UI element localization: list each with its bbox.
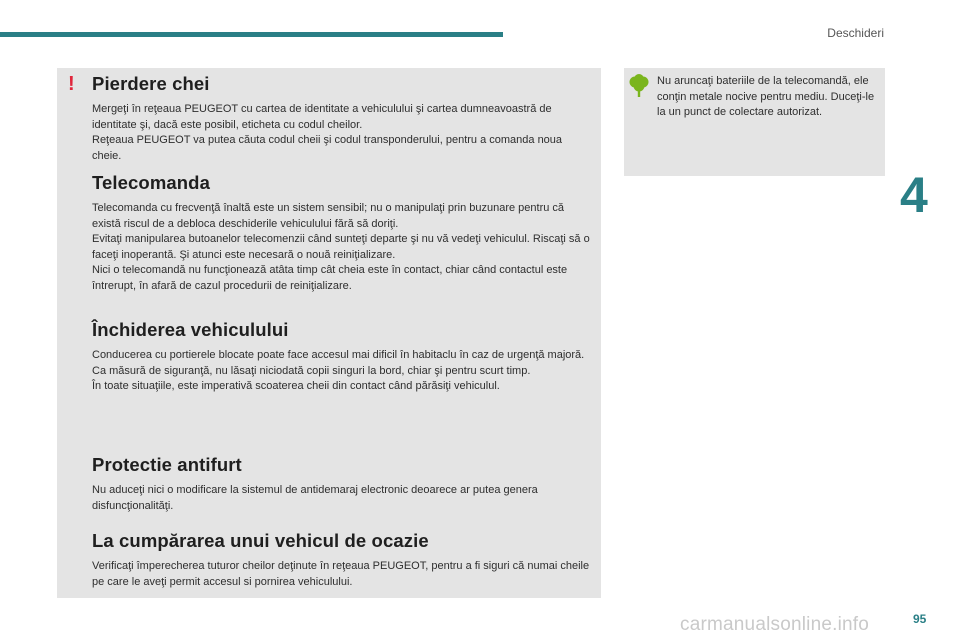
chapter-number: 4: [900, 167, 928, 223]
section-paragraph: Telecomanda cu frecvenţă înaltă este un sistem sensibil; nu o manipulaţi prin buzunare pentru că există riscul de a debloca deschiderile vehiculului fără să doriţi.: [92, 202, 565, 230]
section-telecomanda: [92, 172, 592, 295]
section-paragraph: Mergeţi în reţeaua PEUGEOT cu cartea de identitate a vehiculului şi cartea dumneavoastră de identitate şi, dacă este posibil, eticheta cu codul cheilor.: [92, 103, 552, 131]
section-paragraph: Reţeaua PEUGEOT va putea căuta codul cheii şi codul transponderului, pentru a comanda noua cheie.: [92, 134, 563, 162]
section-protectie-antifurt: [92, 454, 592, 514]
section-inchiderea-vehiculului: [92, 319, 592, 395]
section-title: Pierdere chei: [92, 73, 210, 94]
header-accent-bar: [0, 32, 503, 37]
section-paragraph: Nici o telecomandă nu funcţionează atâta timp cât cheia este în contact, chiar când contactul este întrerupt, în afară de cazul procedurii de reiniţializare.: [92, 264, 568, 292]
warning-icon: !: [68, 73, 75, 95]
eco-tree-icon: [628, 74, 650, 98]
eco-note-text: Nu aruncaţi bateriile de la telecomandă, ele conţin metale nocive pentru mediu. Duceţi-le la un punct de colectare autorizat.: [657, 75, 875, 119]
section-pierdere-chei: [92, 73, 592, 164]
section-title: Protectie antifurt: [92, 454, 242, 475]
section-title: Telecomanda: [92, 172, 210, 193]
section-paragraph: Evitaţi manipularea butoanelor telecomenzii când sunteţi departe şi nu vă vedeţi vehiculul. Riscaţi să o faceţi inoperantă. Şi atunci este necesară o nouă reiniţializare.: [92, 233, 590, 261]
section-paragraph: În toate situaţiile, este imperativă scoaterea cheii din contact când părăsiţi vehiculul.: [92, 380, 500, 393]
section-paragraph: Conducerea cu portierele blocate poate face accesul mai dificil în habitaclu în caz de urgenţă majoră.: [92, 349, 585, 361]
section-paragraph: Ca măsură de siguranţă, nu lăsaţi niciodată copii singuri la bord, chiar şi pentru scurt timp.: [92, 364, 531, 377]
section-vehicul-ocazie: [92, 530, 592, 590]
section-title: Închiderea vehiculului: [92, 319, 289, 340]
page-number: 95: [913, 612, 927, 626]
section-paragraph: Nu aduceţi nici o modificare la sistemul de antidemaraj electronic deoarece ar putea genera disfuncţionalităţi.: [92, 484, 538, 512]
watermark: carmanualsonline.info: [680, 614, 870, 635]
chapter-title: Deschideri: [827, 26, 884, 40]
section-paragraph: Verificaţi împerecherea tuturor cheilor deţinute în reţeaua PEUGEOT, pentru a fi siguri că numai cheile pe care le aveţi permit accesul si pornirea vehiculului.: [92, 560, 590, 588]
section-title: La cumpărarea unui vehicul de ocazie: [92, 530, 429, 551]
